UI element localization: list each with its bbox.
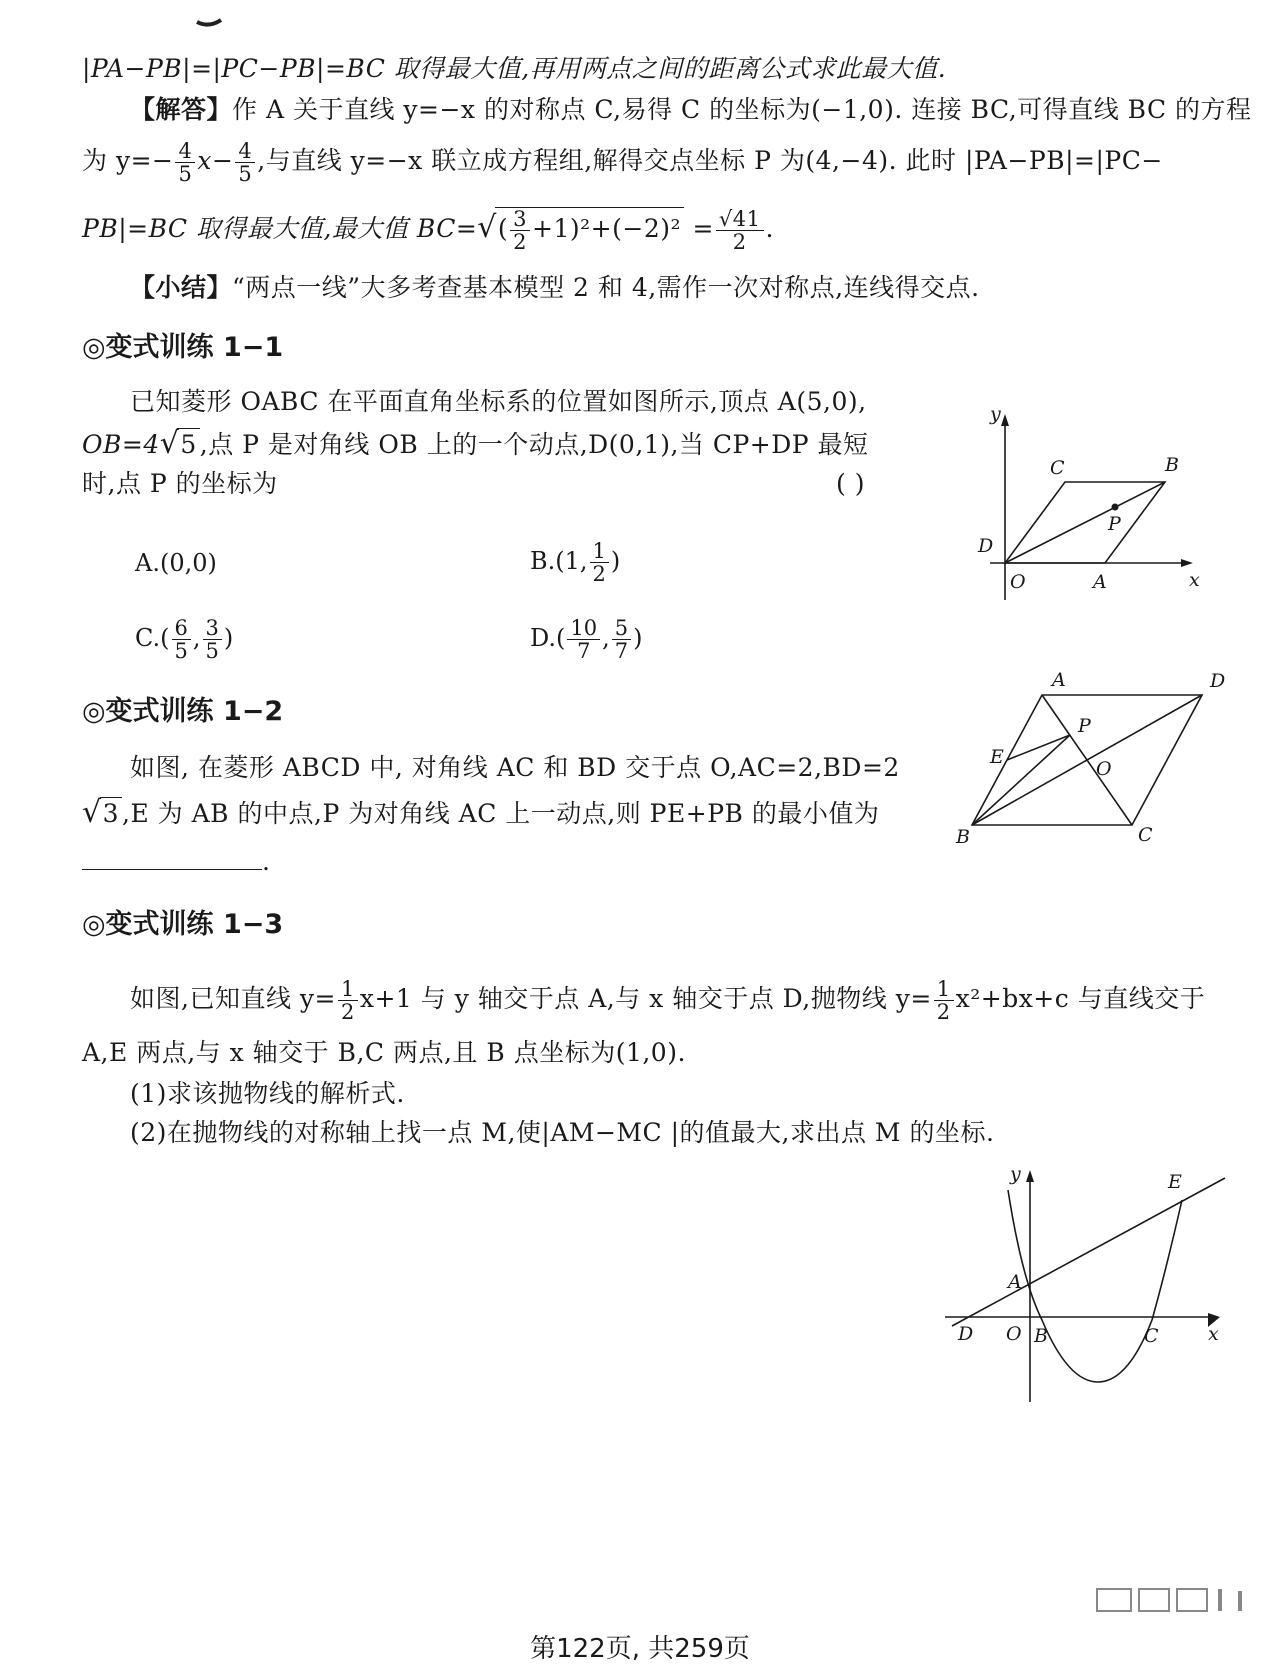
label-c: C — [1138, 824, 1153, 846]
label-d: D — [1210, 670, 1226, 692]
option-a: A.(0,0) — [135, 549, 217, 577]
exercise-1-2-heading: ◎变式训练 1−2 — [82, 696, 284, 727]
solution-text-2a: 为 y=− — [82, 146, 174, 175]
label-a: A — [1093, 571, 1107, 593]
segment-pe — [1007, 735, 1070, 760]
solution-text-2b: x− — [197, 146, 234, 175]
summary-tag: 【小结】 — [130, 273, 233, 302]
figure-rhombus-oabc — [960, 400, 1200, 610]
exercise-1-1-heading: ◎变式训练 1−1 — [82, 332, 284, 363]
label-a: A — [1052, 669, 1066, 691]
label-o: O — [1010, 571, 1026, 593]
label-a: A — [1008, 1271, 1022, 1293]
solution-line-1 — [130, 94, 1252, 126]
summary-line — [130, 272, 980, 304]
scan-mark — [195, 14, 225, 28]
page-footer: 第122页, 共259页 — [530, 1634, 750, 1664]
label-y: y — [1010, 1163, 1021, 1185]
exercise-1-3-heading: ◎变式训练 1−3 — [82, 909, 284, 940]
ex1-line-2: OB=4√5 ,点 P 是对角线 OB 上的一个动点,D(0,1),当 CP+DP 最短 — [82, 426, 869, 461]
fraction: $\frac{√41}{2}$ — [716, 208, 764, 253]
y-axis-arrow — [1001, 414, 1009, 426]
solution-text-1: 作 A 关于直线 y=−x 的对称点 C,易得 C 的坐标为(−1,0). 连接 BC,可得直线 BC 的方程 — [232, 95, 1252, 124]
solution-text-2c: ,与直线 y=−x 联立成方程组,解得交点坐标 P 为(4,−4). 此时 |PA−PB|=|PC− — [257, 146, 1163, 175]
label-d: D — [978, 535, 994, 557]
ex2-line-1: 如图, 在菱形 ABCD 中, 对角线 AC 和 BD 交于点 O,AC=2,BD=2 — [130, 753, 900, 782]
option-d: D.( $\frac{10}{7}$ , $\frac{5}{7}$ ) — [530, 616, 643, 663]
option-c: C.( $\frac{6}{5}$ , $\frac{3}{5}$ ) — [135, 616, 234, 663]
solution-text-3a: PB|=BC 取得最大值,最大值 BC= — [82, 214, 478, 243]
answer-blank[interactable] — [82, 849, 262, 870]
solution-tag: 【解答】 — [130, 95, 233, 124]
scan-artifact — [1095, 1585, 1265, 1615]
summary-text: “两点一线”大多考查基本模型 2 和 4,需作一次对称点,连线得交点. — [232, 273, 980, 302]
fraction: $\frac{4}{5}$ — [175, 140, 195, 185]
solution-line-3: PB|=BC 取得最大值,最大值 BC=√( $\frac{3}{2}$ +1)²+(−2)² = $\frac{√41}{2}$ . — [82, 207, 774, 254]
ex3-line-1: 如图,已知直线 y= $\frac{1}{2}$ x+1 与 y 轴交于点 A,与 x 轴交于点 D,抛物线 y= $\frac{1}{2}$ x²+bx+c 与直线交于 — [130, 977, 1206, 1024]
ex3-question-1: (1)求该抛物线的解析式. — [130, 1079, 405, 1108]
label-o: O — [1006, 1323, 1022, 1345]
intro-line: |PA−PB|=|PC−PB|=BC 取得最大值,再用两点之间的距离公式求此最大值. — [82, 54, 947, 83]
label-e: E — [1168, 1171, 1182, 1193]
point-p — [1112, 504, 1119, 511]
x-axis-arrow — [1181, 559, 1193, 567]
line-ad — [952, 1178, 1225, 1326]
ex3-line-2: A,E 两点,与 x 轴交于 B,C 两点,且 B 点坐标为(1,0). — [82, 1038, 686, 1067]
label-x: x — [1208, 1323, 1219, 1345]
parabola-curve — [1008, 1190, 1182, 1382]
label-x: x — [1189, 569, 1200, 591]
figure-rhombus-abcd — [940, 665, 1240, 850]
label-p: P — [1078, 715, 1091, 737]
option-b: B.(1, $\frac{1}{2}$ ) — [530, 539, 621, 586]
label-b: B — [1034, 1325, 1048, 1347]
ex1-line-3: 时,点 P 的坐标为 — [82, 469, 278, 498]
label-b: B — [1165, 454, 1179, 476]
label-p: P — [1108, 513, 1121, 535]
ex2-line-3: . — [82, 846, 270, 878]
label-c: C — [1050, 457, 1065, 479]
figure-parabola — [930, 1160, 1230, 1410]
label-o: O — [1096, 758, 1112, 780]
label-b: B — [956, 826, 970, 848]
ex3-question-2: (2)在抛物线的对称轴上找一点 M,使|AM−MC |的值最大,求出点 M 的坐标. — [130, 1118, 995, 1147]
ex1-line-1: 已知菱形 OABC 在平面直角坐标系的位置如图所示,顶点 A(5,0), — [130, 387, 867, 416]
solution-line-2 — [82, 140, 1163, 185]
answer-paren: ( ) — [836, 469, 865, 498]
label-e: E — [990, 746, 1004, 768]
fraction: $\frac{4}{5}$ — [235, 140, 255, 185]
y-axis-arrow — [1026, 1170, 1034, 1182]
radicand: ( $\frac{3}{2}$ +1)²+(−2)² — [495, 207, 684, 253]
label-d: D — [958, 1323, 974, 1345]
label-c: C — [1144, 1325, 1159, 1347]
ex2-line-2: √3 ,E 为 AB 的中点,P 为对角线 AC 上一动点,则 PE+PB 的最小值为 — [82, 795, 880, 830]
label-y: y — [990, 403, 1001, 425]
diagonal-ob — [1005, 482, 1165, 563]
radical-sign: √ — [477, 210, 497, 245]
segment-pb — [972, 735, 1070, 825]
